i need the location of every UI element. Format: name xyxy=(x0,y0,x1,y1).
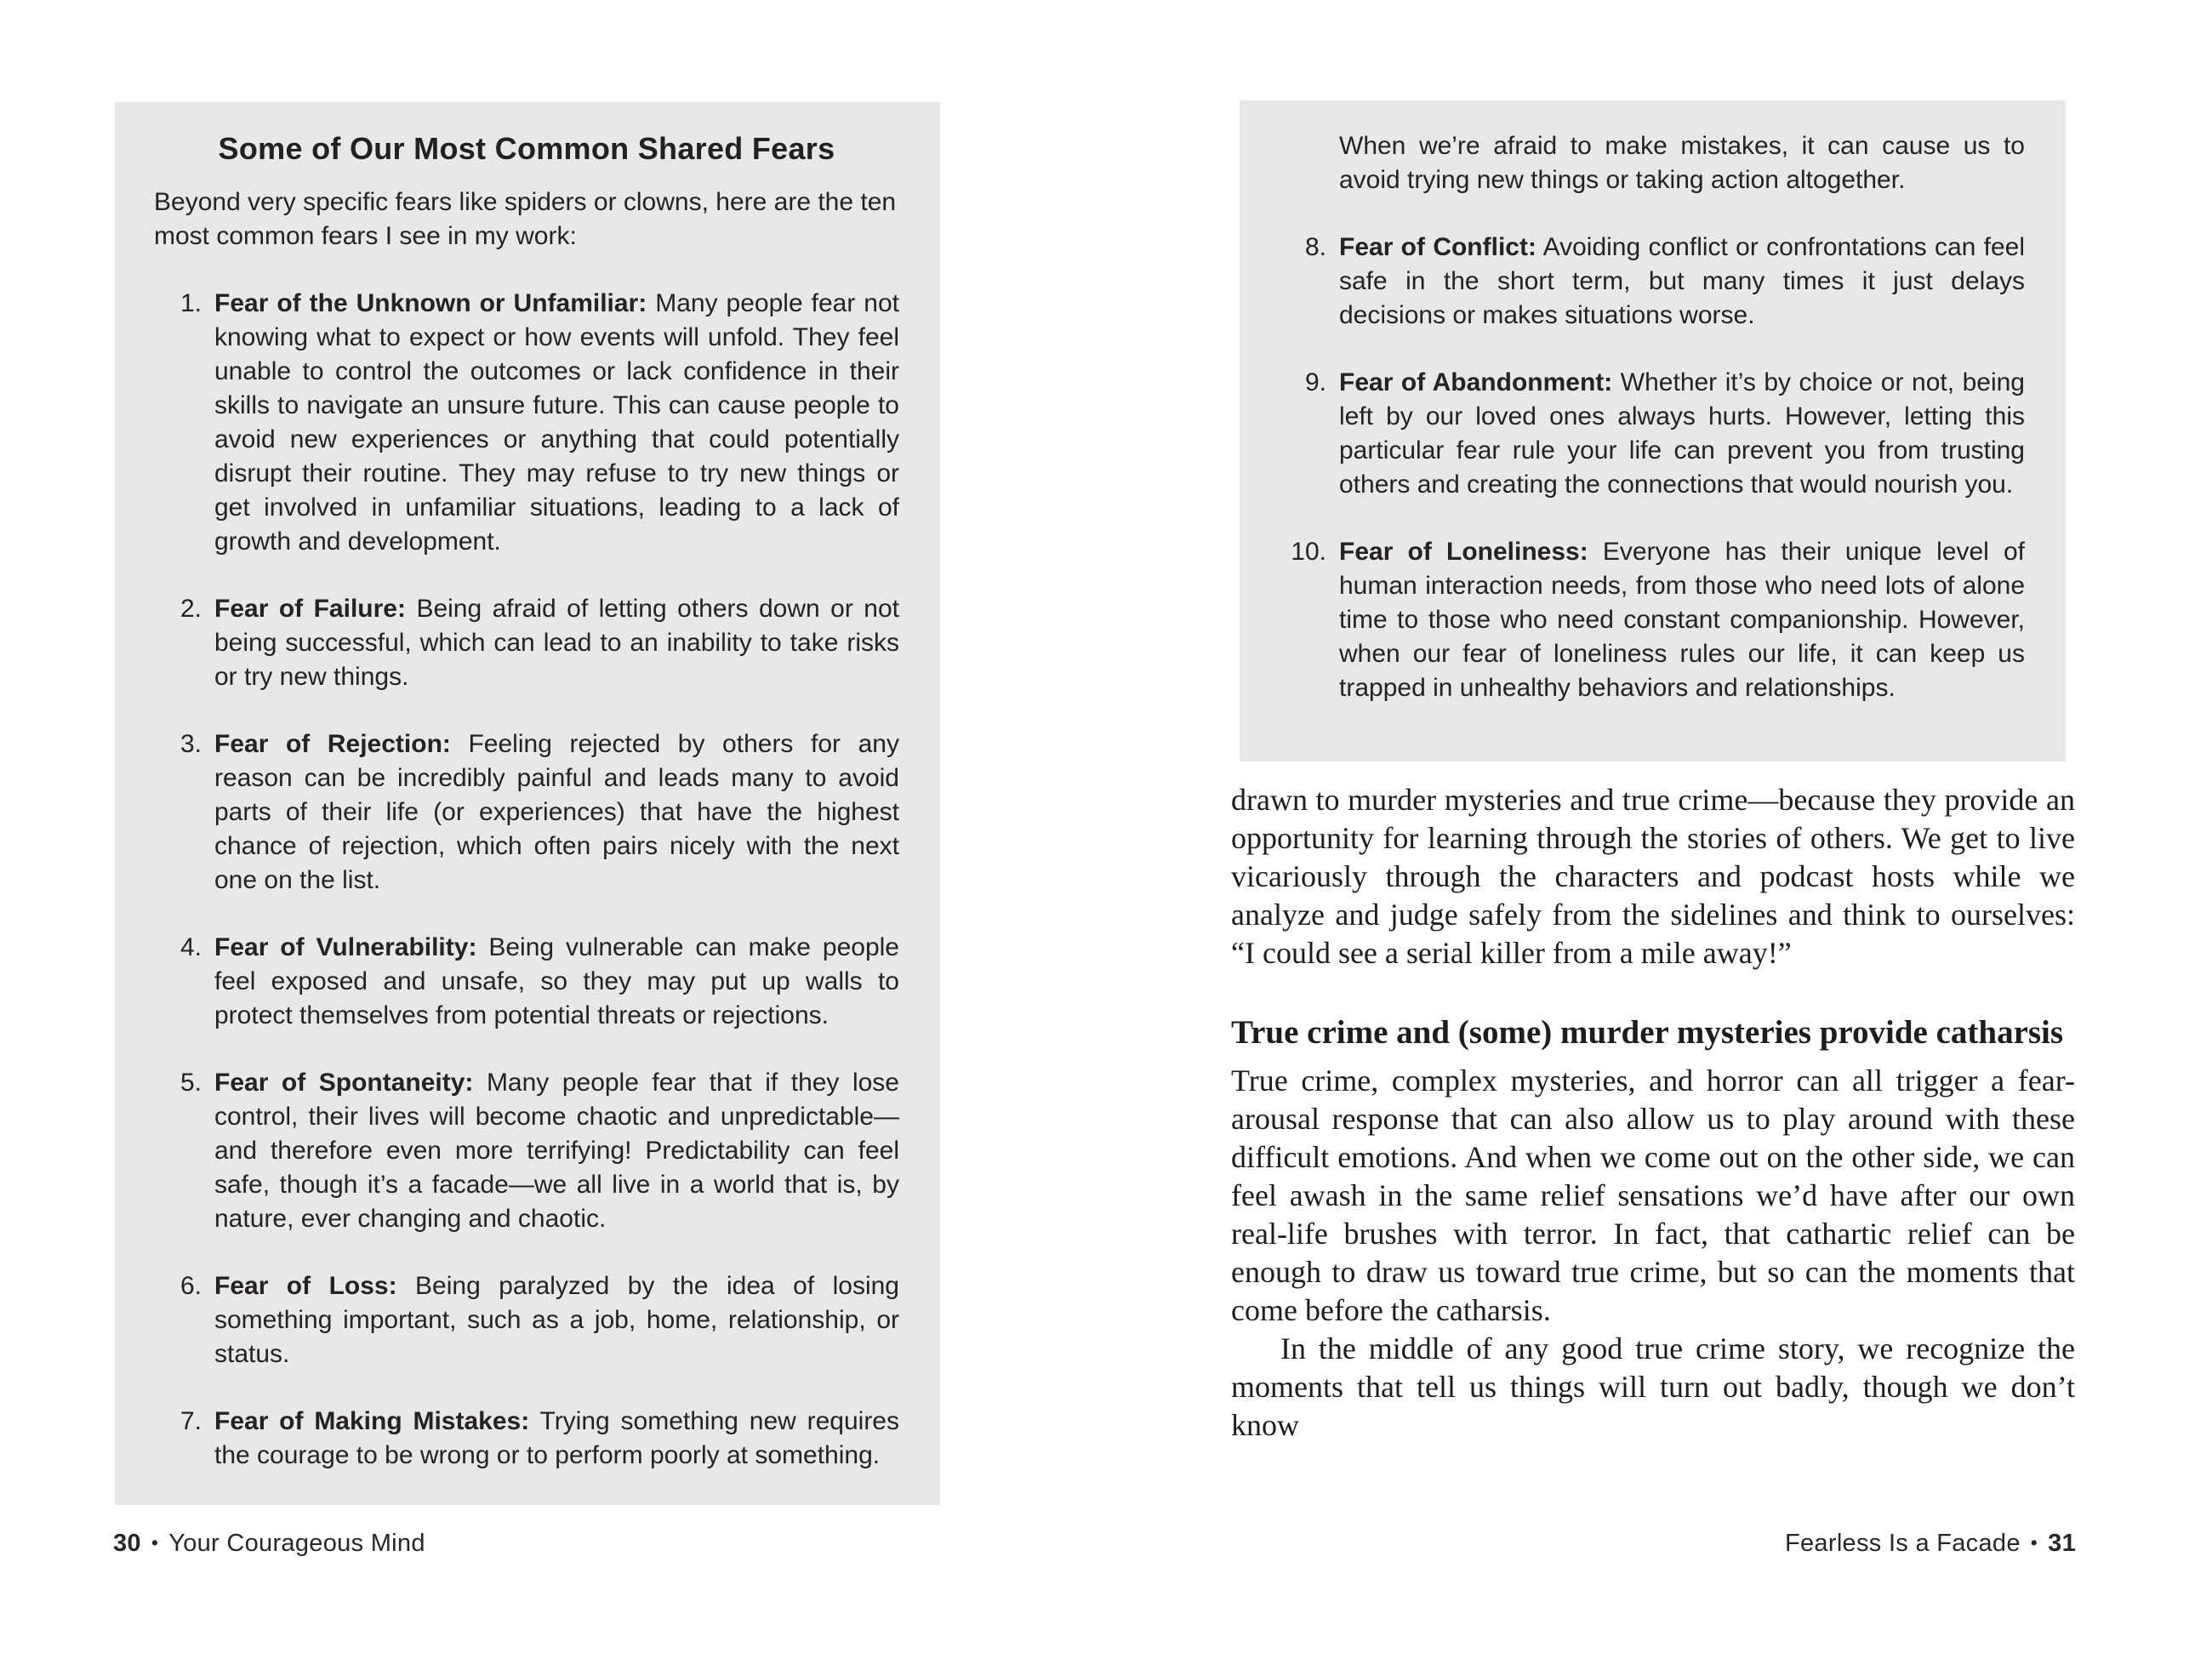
fear-item-7-continuation: When we’re afraid to make mistakes, it can cause us to avoid trying new things or taking action altogether. xyxy=(1339,132,2025,194)
fear-item-number: 7. xyxy=(180,1407,202,1435)
fear-item-desc: Many people fear that if they lose control, their lives will become chaotic and unpredictable—and therefore even more terrifying! Predictability can feel safe, though it’s a facade—we all live in a world that is, by nature, ever changing and chaotic. xyxy=(214,1069,899,1233)
fear-list-item-5 xyxy=(154,1066,899,1236)
box-intro: Beyond very specific fears like spiders or clowns, here are the ten most common fears I see in my work: xyxy=(154,188,897,250)
fear-item-text xyxy=(214,727,899,898)
fear-item-desc: Everyone has their unique level of human interaction needs, from those who need lots of alone time to those who need constant companionship. However, when our fear of loneliness rules our life, it can keep us trapped in unhealthy behaviors and relationships. xyxy=(1339,538,2025,702)
fear-item-text xyxy=(1339,366,2025,502)
footer-bullet-icon: • xyxy=(151,1531,159,1554)
fear-list-item-7 xyxy=(154,1405,899,1473)
running-head-left: Your Courageous Mind xyxy=(168,1530,425,1557)
fear-item-desc: Many people fear not knowing what to expect or how events will unfold. They feel unable to control the outcomes or lack confidence in their skills to navigate an unsure future. This can cause people to avoid new experiences or anything that could potentially disrupt their routine. They may refuse to try new things or get involved in unfamiliar situations, leading to a lack of growth and development. xyxy=(214,289,899,556)
fear-item-desc: Being afraid of letting others down or not being successful, which can lead to an inability to take risks or try new things. xyxy=(214,595,899,691)
running-head-right: Fearless Is a Facade xyxy=(1784,1530,2021,1557)
fear-item-desc: Whether it’s by choice or not, being left by our loved ones always hurts. However, letting this particular fear rule your life can prevent you from trusting others and creating the connections that would nourish you. xyxy=(1339,368,2025,499)
page-number-right: 31 xyxy=(2048,1530,2076,1557)
fear-item-number: 4. xyxy=(180,933,202,961)
fear-list-item-9 xyxy=(1279,366,2025,502)
fear-item-title: Fear of Spontaneity: xyxy=(214,1069,474,1097)
footer-bullet-icon: • xyxy=(2030,1531,2038,1554)
fear-item-title: Fear of the Unknown or Unfamiliar: xyxy=(214,289,647,317)
fear-item-title: Fear of Making Mistakes: xyxy=(214,1407,530,1435)
fear-list-item-1 xyxy=(154,287,899,559)
fear-item-title: Fear of Failure: xyxy=(214,595,406,623)
fear-item-text xyxy=(214,1066,899,1236)
fear-item-text xyxy=(214,1405,899,1473)
fear-item-desc: Avoiding conflict or confrontations can feel safe in the short term, but many times it just delays decisions or makes situations worse. xyxy=(1339,233,2025,329)
body-paragraph-3: In the middle of any good true crime story, we recognize the moments that tell us things will turn out badly, though we don’t know xyxy=(1231,1331,2075,1442)
fear-list-item-10 xyxy=(1279,535,2025,705)
shared-fears-box-continued xyxy=(1240,100,2066,761)
fear-item-title: Fear of Loneliness: xyxy=(1339,538,1588,566)
fear-item-desc: Being vulnerable can make people feel exposed and unsafe, so they may put up walls to protect themselves from potential threats or rejections. xyxy=(214,933,899,1029)
page-footer-right xyxy=(1785,1530,2076,1558)
shared-fears-box xyxy=(115,102,940,1505)
fear-item-number: 3. xyxy=(180,730,202,758)
fear-item-text xyxy=(1339,231,2025,333)
section-heading: True crime and (some) murder mysteries provide catharsis xyxy=(1231,1014,2064,1051)
fear-item-text xyxy=(1339,535,2025,705)
fear-item-title: Fear of Rejection: xyxy=(214,730,451,758)
body-paragraph-1: drawn to murder mysteries and true crime—because they provide an opportunity for learning through the stories of others. We get to live vicariously through the characters and podcast hosts while we analyze and judge safely from the sidelines and think to ourselves: “I could see a serial killer from a mile away!” xyxy=(1231,783,2075,970)
fear-item-number: 6. xyxy=(180,1272,202,1300)
fear-item-title: Fear of Loss: xyxy=(214,1272,397,1300)
fear-item-number: 5. xyxy=(180,1069,202,1097)
fear-item-title: Fear of Conflict: xyxy=(1339,233,1536,261)
body-paragraph-2: True crime, complex mysteries, and horror can all trigger a fear-arousal response that can also allow us to play around with these difficult emotions. And when we come out on the other side, we can feel awash in the same relief sensations we’d have after our own real-life brushes with terror. In fact, that cathartic relief can be enough to draw us toward true crime, but so can the moments that come before the catharsis. xyxy=(1231,1063,2075,1327)
fear-item-text xyxy=(214,1269,899,1371)
fear-item-text xyxy=(214,287,899,559)
fear-item-number: 10. xyxy=(1291,538,1326,566)
fear-item-number: 1. xyxy=(180,289,202,317)
fear-item-desc: Feeling rejected by others for any reason can be incredibly painful and leads many to avoid parts of their life (or experiences) that have the highest chance of rejection, which often pairs nicely with the next one on the list. xyxy=(214,730,899,894)
fear-item-number: 2. xyxy=(180,595,202,623)
fear-list-item-3 xyxy=(154,727,899,898)
fear-item-title: Fear of Vulnerability: xyxy=(214,933,477,961)
fear-item-desc: Trying something new requires the courage to be wrong or to perform poorly at something. xyxy=(214,1407,899,1469)
fear-item-text xyxy=(214,931,899,1033)
page-footer-left xyxy=(113,1530,425,1558)
fear-item-desc: Being paralyzed by the idea of losing something important, such as a job, home, relationship, or status. xyxy=(214,1272,899,1368)
fear-list-item-4 xyxy=(154,931,899,1033)
fear-item-text xyxy=(214,592,899,694)
fear-list-item-8 xyxy=(1279,231,2025,333)
body-text-column xyxy=(1231,781,2075,1445)
fear-item-title: Fear of Abandonment: xyxy=(1339,368,1613,396)
box-title: Some of Our Most Common Shared Fears xyxy=(218,131,835,166)
fear-item-number: 8. xyxy=(1304,233,1326,261)
fear-list-item-2 xyxy=(154,592,899,694)
fear-list-item-6 xyxy=(154,1269,899,1371)
fear-item-number: 9. xyxy=(1304,368,1326,396)
page-number-left: 30 xyxy=(113,1530,141,1557)
